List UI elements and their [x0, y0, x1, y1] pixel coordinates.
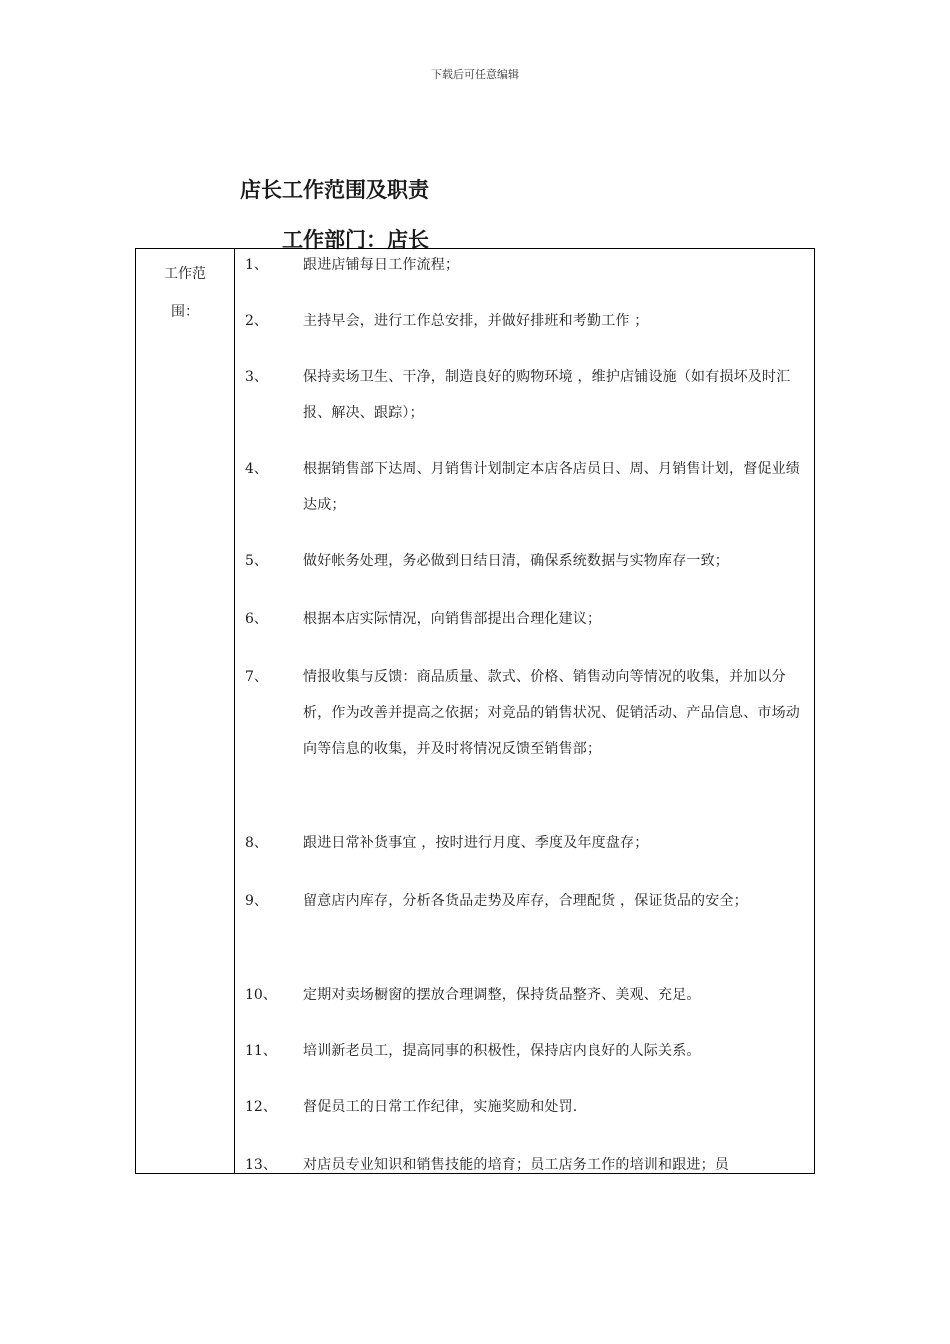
duty-text: 做好帐务处理，务必做到日结日清，确保系统数据与实物库存一致； [303, 553, 729, 569]
document-title: 店长工作范围及职责 [240, 178, 429, 202]
header-note: 下载后可任意编辑 [431, 68, 519, 81]
duty-text: 培训新老员工，提高同事的积极性，保持店内良好的人际关系。 [303, 1043, 701, 1059]
duty-text: 对店员专业知识和销售技能的培育；员工店务工作的培训和跟进；员 [303, 1157, 729, 1173]
scope-label-line: 工作范 [164, 266, 206, 282]
duty-number: 9、 [245, 893, 268, 909]
duty-text: 督促员工的日常工作纪律，实施奖励和处罚. [303, 1099, 578, 1115]
duty-text: 跟进日常补货事宜 ，按时进行月度、季度及年度盘存； [303, 835, 649, 851]
scope-label-line: 围： [171, 304, 199, 320]
scope-label [136, 255, 234, 331]
duty-text: 留意店内库存，分析各货品走势及库存，合理配货 ，保证货品的安全； [303, 893, 748, 909]
duty-number: 10、 [245, 987, 277, 1003]
duty-text: 根据销售部下达周、月销售计划制定本店各店员日、周、月销售计划，督促业绩达成； [303, 461, 800, 513]
duty-number: 7、 [245, 669, 268, 685]
department-line: 工作部门：店长 [282, 228, 429, 252]
duty-text: 根据本店实际情况，向销售部提出合理化建议； [303, 611, 602, 627]
duty-number: 13、 [245, 1157, 277, 1173]
duty-number: 3、 [245, 369, 268, 385]
duty-number: 4、 [245, 461, 268, 477]
duty-text: 跟进店铺每日工作流程； [303, 257, 460, 273]
duty-text: 情报收集与反馈：商品质量、款式、价格、销售动向等情况的收集，并加以分析，作为改善并提高之依据；对竞品的销售状况、促销活动、产品信息、市场动向等信息的收集，并及时将情况反馈至销售部； [303, 669, 800, 757]
duty-number: 6、 [245, 611, 268, 627]
duty-number: 12、 [245, 1099, 277, 1115]
duty-text: 主持早会，进行工作总安排，并做好排班和考勤工作 ； [303, 313, 649, 329]
duty-text: 定期对卖场橱窗的摆放合理调整，保持货品整齐、美观、充足。 [303, 987, 701, 1003]
duty-number: 11、 [245, 1043, 277, 1059]
duty-number: 2、 [245, 313, 268, 329]
duty-number: 1、 [245, 257, 268, 273]
column-divider [234, 249, 235, 1173]
duty-number: 5、 [245, 553, 268, 569]
duty-number: 8、 [245, 835, 268, 851]
duties-table [135, 248, 815, 1174]
duty-text: 保持卖场卫生、干净，制造良好的购物环境 ，维护店铺设施（如有损坏及时汇报、解决、跟踪）； [303, 369, 791, 421]
